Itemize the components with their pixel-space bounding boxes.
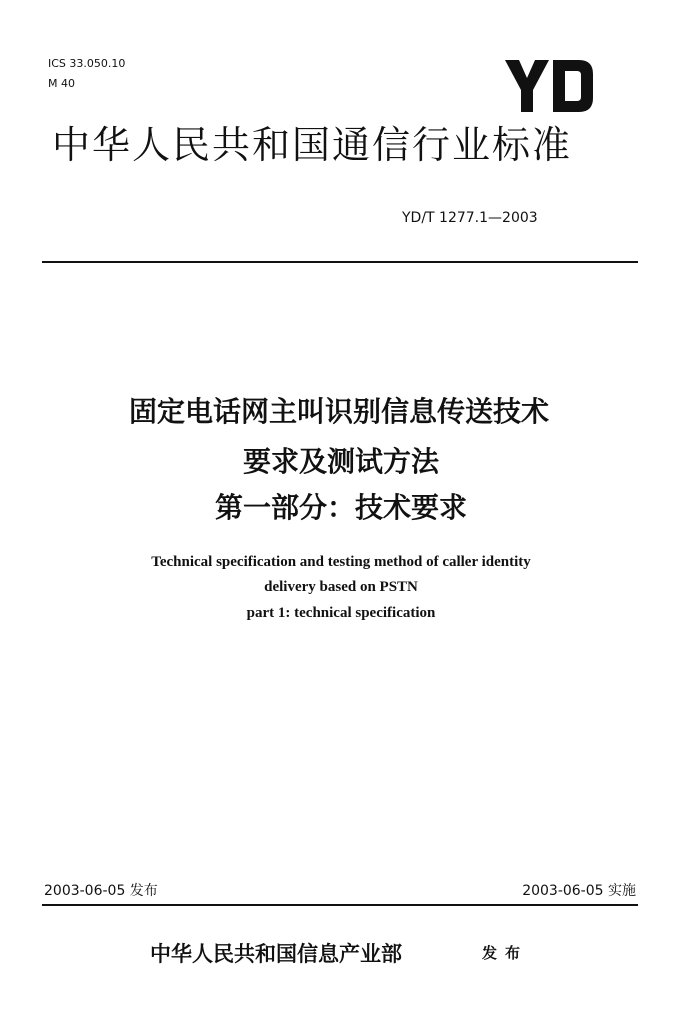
chinese-title-line-2: 要求及测试方法 bbox=[242, 445, 439, 478]
ics-code: ICS 33.050.10 bbox=[48, 57, 126, 70]
english-title-line-1: Technical specification and testing method of caller identity bbox=[151, 554, 531, 570]
publisher-name: 中华人民共和国信息产业部 bbox=[150, 942, 402, 966]
standard-category-title: 中华人民共和国通信行业标准 bbox=[52, 123, 573, 167]
classification-code: M 40 bbox=[48, 77, 75, 90]
english-title-line-2: delivery based on PSTN bbox=[264, 579, 418, 595]
yd-logo bbox=[505, 60, 595, 112]
publish-label: 发布 bbox=[482, 944, 529, 962]
chinese-title-line-3: 第一部分：技术要求 bbox=[214, 491, 467, 524]
implementation-date: 2003-06-05 实施 bbox=[522, 883, 636, 899]
chinese-title-line-1: 固定电话网主叫识别信息传送技术 bbox=[128, 395, 549, 428]
issue-date: 2003-06-05 发布 bbox=[44, 883, 158, 899]
bottom-divider bbox=[42, 904, 638, 906]
top-divider bbox=[42, 261, 638, 263]
standard-number: YD/T 1277.1—2003 bbox=[402, 210, 538, 226]
english-title-line-3: part 1: technical specification bbox=[246, 605, 436, 621]
